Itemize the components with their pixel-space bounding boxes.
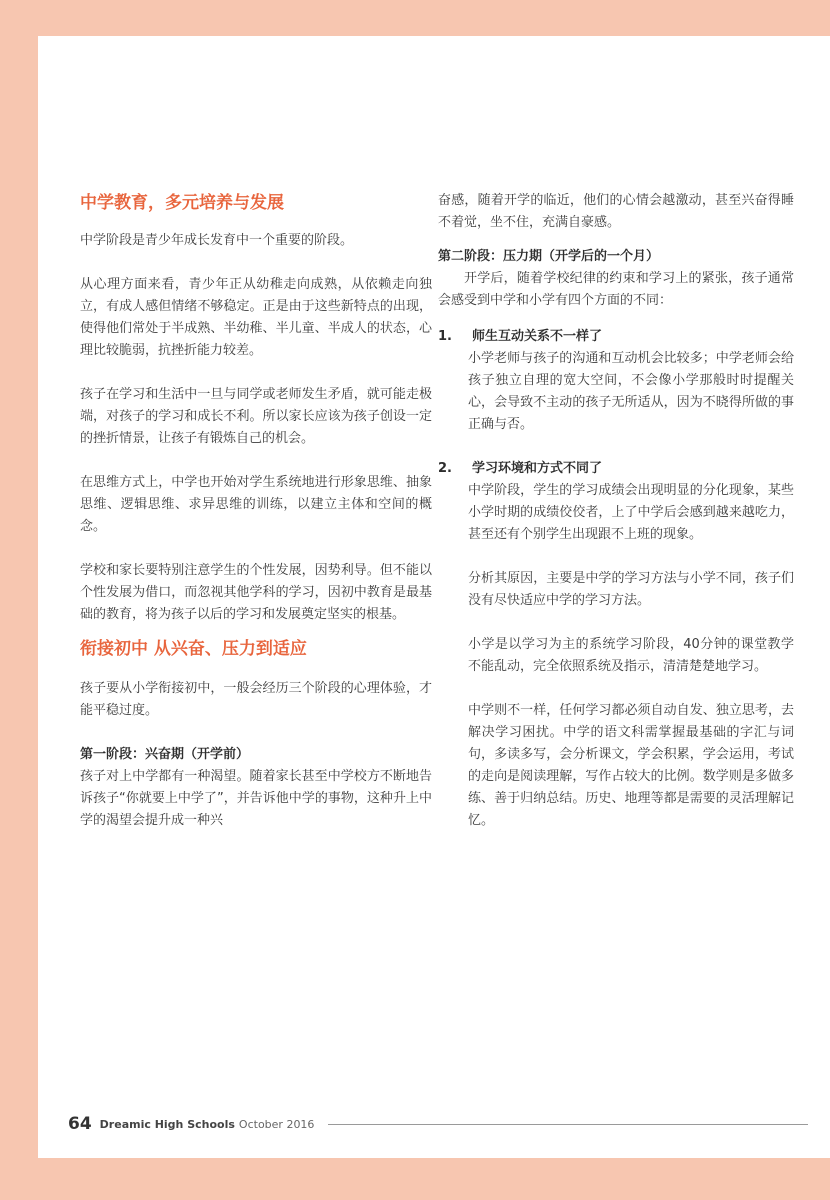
paragraph: 孩子要从小学衔接初中，一般会经历三个阶段的心理体验，才能平稳过度。: [80, 681, 432, 718]
paragraph: 学校和家长要特别注意学生的个性发展，因势利导。但不能以个性发展为借口，而忽视其他学科的学习，因初中教育是最基础的教育，将为孩子以后的学习和发展奠定坚实的根基。: [80, 563, 432, 622]
list-item-title: 学习环境和方式不同了: [471, 461, 602, 476]
page-number: 64: [68, 1114, 92, 1134]
issue-date: October 2016: [238, 1117, 315, 1131]
magazine-name: Dreamic High Schools: [99, 1117, 235, 1131]
list-item: [438, 326, 794, 436]
page-footer: [68, 1111, 808, 1137]
list-item-heading: [438, 458, 794, 480]
paragraph: 中学阶段是青少年成长发育中一个重要的阶段。: [80, 233, 354, 248]
section-title-secondary-education: 中学教育，多元培养与发展: [80, 193, 284, 213]
footer-divider: [328, 1124, 808, 1125]
list-item-number: 2.: [438, 461, 452, 476]
paragraph: 小学是以学习为主的系统学习阶段，40分钟的课堂教学不能乱动，完全依照系统及指示，清清楚楚地学习。: [468, 637, 794, 674]
stage-2-text: 开学后，随着学校纪律的约束和学习上的紧张，孩子通常会感受到中学和小学有四个方面的不同：: [438, 271, 794, 308]
list-item-body: [438, 480, 794, 832]
magazine-page: [38, 36, 830, 1158]
continued-paragraph: 奋感，随着开学的临近，他们的心情会越激动，甚至兴奋得睡不着觉，坐不住，充满自豪感。: [438, 193, 794, 230]
paragraph: 分析其原因，主要是中学的学习方法与小学不同，孩子们没有尽快适应中学的学习方法。: [468, 571, 794, 608]
list-item-heading: [438, 326, 794, 348]
paragraph: 中学阶段，学生的学习成绩会出现明显的分化现象，某些小学时期的成绩佼佼者，上了中学后会感到越来越吃力，甚至还有个别学生出现跟不上班的现象。: [468, 483, 794, 542]
paragraph: 在思维方式上，中学也开始对学生系统地进行形象思维、抽象思维、逻辑思维、求异思维的训练，以建立主体和空间的概念。: [80, 475, 432, 534]
paragraph: 中学则不一样，任何学习都必须自动自发、独立思考，去解决学习困扰。中学的语文科需掌握最基础的字汇与词句，多读多写，会分析课文，学会积累，学会运用，考试的走向是阅读理解，写作占较大的比例。数学则是多做多练、善于归纳总结。历史、地理等都是需要的灵活理解记忆。: [468, 703, 794, 828]
paragraph: 孩子在学习和生活中一旦与同学或老师发生矛盾，就可能走极端，对孩子的学习和成长不利。所以家长应该为孩子创设一定的挫折情景，让孩子有锻炼自己的机会。: [80, 387, 432, 446]
stage-1-text: 孩子对上中学都有一种渴望。随着家长甚至中学校方不断地告诉孩子“你就要上中学了”，并告诉他中学的事物，这种升上中学的渴望会提升成一种兴: [80, 769, 432, 828]
stage-2-title: 第二阶段：压力期（开学后的一个月）: [438, 249, 660, 264]
list-item: [438, 458, 794, 832]
paragraph: 从心理方面来看，青少年正从幼稚走向成熟，从依赖走向独立，有成人感但情绪不够稳定。正是由于这些新特点的出现，使得他们常处于半成熟、半幼稚、半儿童、半成人的状态，心理比较脆弱，抗挫折能力较差。: [80, 277, 432, 358]
section-title-transition: 衔接初中 从兴奋、压力到适应: [80, 639, 307, 659]
paragraph: 小学老师与孩子的沟通和互动机会比较多；中学老师会给孩子独立自理的宽大空间，不会像小学那般时时提醒关心，会导致不主动的孩子无所适从，因为不晓得所做的事正确与否。: [468, 351, 794, 432]
list-item-number: 1.: [438, 329, 452, 344]
stage-1-title: 第一阶段：兴奋期（开学前）: [80, 747, 250, 762]
right-column: [438, 190, 794, 854]
list-item-body: [438, 348, 794, 436]
list-item-title: 师生互动关系不一样了: [471, 329, 602, 344]
left-column: [80, 190, 432, 832]
